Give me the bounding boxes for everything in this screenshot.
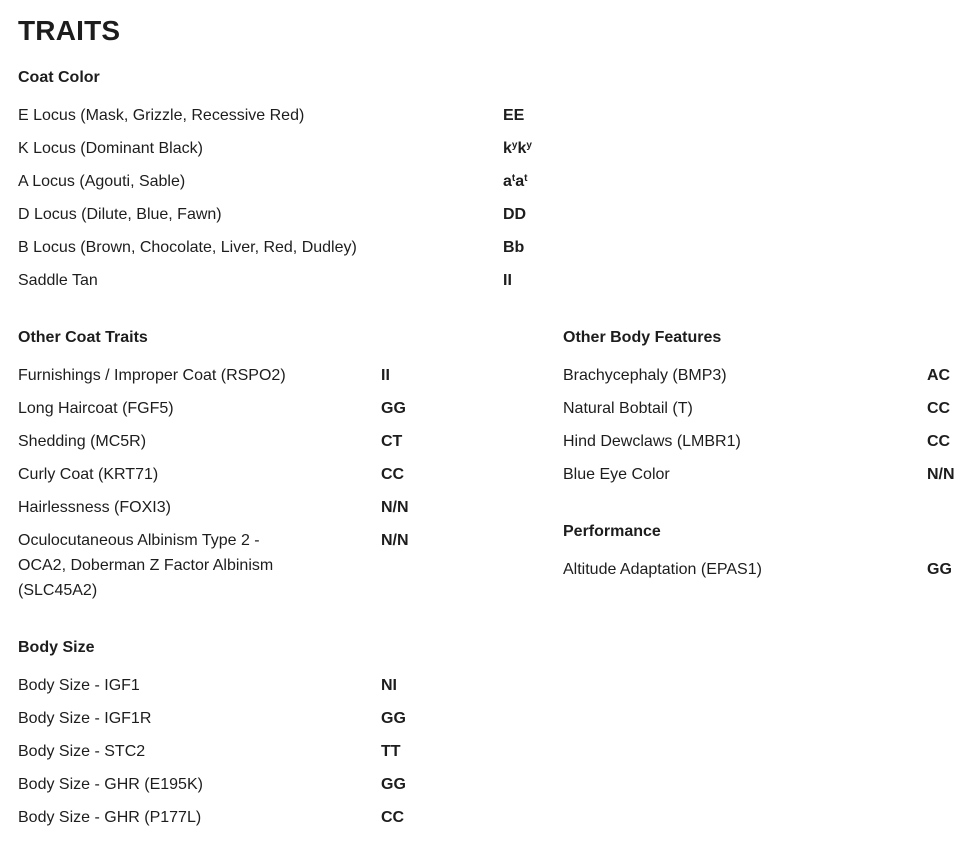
genotype-value: $k^yk^y$ bbox=[503, 140, 532, 157]
genotype-value: CT bbox=[381, 433, 403, 450]
performance-heading: Performance bbox=[563, 523, 661, 540]
trait-row bbox=[18, 495, 460, 520]
trait-label: Long Haircoat (FGF5) bbox=[18, 400, 174, 417]
trait-label: Hind Dewclaws (LMBR1) bbox=[563, 433, 741, 450]
genotype-value: CC bbox=[927, 400, 951, 417]
trait-label: Body Size - GHR (P177L) bbox=[18, 809, 202, 826]
genotype-value: GG bbox=[381, 776, 406, 793]
page-title: TRAITS bbox=[18, 15, 121, 46]
genotype-value: GG bbox=[381, 400, 406, 417]
trait-row bbox=[18, 363, 460, 388]
trait-row bbox=[563, 396, 962, 421]
trait-label: Altitude Adaptation (EPAS1) bbox=[563, 561, 762, 578]
trait-label: Body Size - IGF1R bbox=[18, 710, 152, 727]
genotype-value: CC bbox=[381, 466, 405, 483]
trait-row bbox=[18, 268, 962, 293]
trait-row bbox=[18, 706, 460, 731]
genotype-value: AC bbox=[927, 367, 951, 384]
trait-label: Brachycephaly (BMP3) bbox=[563, 367, 727, 384]
trait-label: Saddle Tan bbox=[18, 272, 98, 289]
trait-label: Body Size - STC2 bbox=[18, 743, 146, 760]
trait-row bbox=[18, 739, 460, 764]
coat-color-rows bbox=[18, 103, 962, 293]
performance-rows bbox=[563, 557, 962, 582]
trait-label: B Locus (Brown, Chocolate, Liver, Red, Dudley) bbox=[18, 239, 357, 256]
genotype-value: N/N bbox=[381, 532, 409, 549]
genotype-value: TT bbox=[381, 743, 401, 760]
genotype-value: II bbox=[381, 367, 390, 384]
trait-row bbox=[18, 528, 460, 603]
trait-row bbox=[18, 202, 962, 227]
trait-row bbox=[563, 557, 962, 582]
genotype-value: N/N bbox=[927, 466, 955, 483]
section-other-body-features bbox=[563, 328, 962, 487]
coat-color-heading: Coat Color bbox=[18, 69, 100, 86]
section-performance bbox=[563, 522, 962, 582]
other-body-features-heading: Other Body Features bbox=[563, 329, 722, 346]
genotype-value: CC bbox=[381, 809, 405, 826]
trait-row bbox=[18, 235, 962, 260]
trait-row bbox=[18, 169, 962, 194]
trait-label: Blue Eye Color bbox=[563, 466, 670, 483]
genotype-value: II bbox=[503, 272, 512, 289]
body-size-rows bbox=[18, 673, 460, 830]
trait-label: A Locus (Agouti, Sable) bbox=[18, 173, 186, 190]
trait-label: E Locus (Mask, Grizzle, Recessive Red) bbox=[18, 107, 305, 124]
genotype-value: CC bbox=[927, 433, 951, 450]
trait-label: Body Size - IGF1 bbox=[18, 677, 140, 694]
trait-label: Curly Coat (KRT71) bbox=[18, 466, 159, 483]
trait-row bbox=[18, 136, 962, 161]
genotype-value: Bb bbox=[503, 239, 525, 256]
trait-label: Hairlessness (FOXI3) bbox=[18, 499, 171, 516]
trait-label: Body Size - GHR (E195K) bbox=[18, 776, 203, 793]
trait-label: Shedding (MC5R) bbox=[18, 433, 147, 450]
other-body-features-rows bbox=[563, 363, 962, 487]
trait-row bbox=[563, 462, 962, 487]
trait-label: D Locus (Dilute, Blue, Fawn) bbox=[18, 206, 222, 223]
genotype-value: $a^ta^t$ bbox=[503, 173, 528, 190]
left-column bbox=[18, 328, 460, 838]
genotype-value: EE bbox=[503, 107, 525, 124]
trait-label: K Locus (Dominant Black) bbox=[18, 140, 203, 157]
other-coat-traits-heading: Other Coat Traits bbox=[18, 329, 148, 346]
trait-row bbox=[18, 396, 460, 421]
trait-row bbox=[18, 673, 460, 698]
genotype-value: GG bbox=[927, 561, 952, 578]
trait-row bbox=[18, 462, 460, 487]
trait-row bbox=[563, 429, 962, 454]
trait-label: Natural Bobtail (T) bbox=[563, 400, 693, 417]
section-coat-color bbox=[18, 68, 962, 293]
right-column bbox=[563, 328, 962, 838]
body-size-heading: Body Size bbox=[18, 639, 95, 656]
trait-label: Furnishings / Improper Coat (RSPO2) bbox=[18, 367, 286, 384]
trait-row bbox=[18, 772, 460, 797]
two-column-layout bbox=[18, 328, 962, 838]
trait-row bbox=[18, 805, 460, 830]
trait-label: Oculocutaneous Albinism Type 2 - OCA2, Doberman Z Factor Albinism (SLC45A2) bbox=[18, 532, 274, 599]
other-coat-traits-rows bbox=[18, 363, 460, 603]
section-body-size bbox=[18, 638, 460, 830]
trait-row bbox=[563, 363, 962, 388]
section-other-coat-traits bbox=[18, 328, 460, 603]
trait-row bbox=[18, 429, 460, 454]
genotype-value: N/N bbox=[381, 499, 409, 516]
genotype-value: GG bbox=[381, 710, 406, 727]
trait-row bbox=[18, 103, 962, 128]
genotype-value: DD bbox=[503, 206, 527, 223]
genotype-value: NI bbox=[381, 677, 397, 694]
